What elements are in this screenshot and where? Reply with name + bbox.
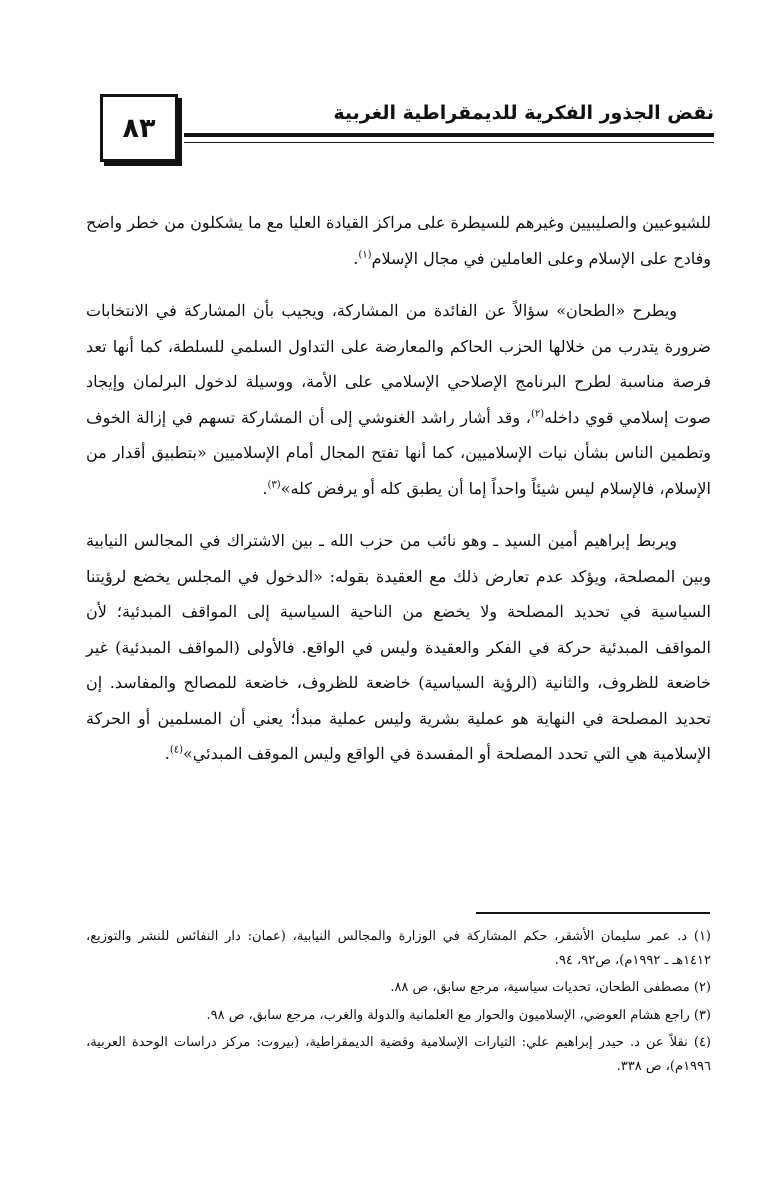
paragraph-3-text: ويربط إبراهيم أمين السيد ـ وهو نائب من حزب الله ـ بين الاشتراك في المجالس النيابية وبين المصلحة، ويؤكد عدم تعارض ذلك مع العقيدة بقوله: «الدخول في المجلس يخضع لرؤيتنا السياسية في تحديد المصلحة ولا يخضع من الناحية السياسية إلى المواقف المبدئية؛ لأن المواقف المبدئية حركة في الفكر والعقيدة وليس في الواقع. فالأولى (المواقف المبدئية) غير خاضعة للظروف، والثانية (الرؤية السياسية) خاضعة للظروف، خاضعة للمصالح والمفاسد. إن تحديد المصلحة في النهاية هو عملية بشرية وليس عملية مبدأ؛ يعني أن المسلمين أو الحركة الإسلامية هي التي تحدد المصلحة أو المفسدة في الواقع وليس الموقف المبدئي»: [86, 531, 711, 763]
footnote-ref-4: (٤): [169, 744, 184, 756]
paragraph-1-end: .: [353, 248, 359, 268]
paragraph-2-end: .: [262, 478, 268, 498]
paragraph-1: [86, 205, 711, 276]
footnote-2: (٢) مصطفى الطحان، تحديات سياسية، مرجع سابق، ص ٨٨.: [390, 980, 711, 995]
footnote-separator: [476, 912, 710, 914]
paragraph-2: [86, 293, 711, 506]
running-title: نقض الجذور الفكرية للديمقراطية الغربية: [333, 102, 714, 124]
paragraph-3: [86, 523, 711, 772]
header-rule-thin: [184, 142, 714, 143]
footnote-4: (٤) نقلاً عن د. حيدر إبراهيم علي: التيارات الإسلامية وقضية الديمقراطية، (بيروت: مركز دراسات الوحدة العربية، ١٩٩٦م)، ص ٣٣٨.: [86, 1035, 711, 1074]
footnote-3: (٣) راجع هشام العوضي، الإسلاميون والحوار مع العلمانية والدولة والغرب، مرجع سابق، ص ٩٨.: [206, 1007, 711, 1023]
footnotes: [86, 925, 711, 1082]
page-number-box: [100, 94, 178, 162]
footnote-ref-1: (١): [358, 249, 372, 261]
header-rule-thick: [184, 133, 714, 137]
paragraph-2-cont: ، وقد أشار راشد الغنوشي إلى أن المشاركة تسهم في إزالة الخوف وتطمين الناس بشأن نيات الإسلاميين، كما أنها تفتح المجال أمام الإسلاميين «بتطبيق أقدار من الإسلام، فالإسلام ليس شيئاً واحداً إما أن يطبق كله أو يرفض كله»: [86, 407, 711, 498]
footnote-1: (١) د. عمر سليمان الأشقر، حكم المشاركة في الوزارة والمجالس النيابية، (عمان: دار النفائس للنشر والتوزيع، ١٤١٢هـ ـ ١٩٩٢م)، ص٩٢، ٩٤.: [86, 929, 711, 968]
paragraph-1-text: للشيوعيين والصليبيين وغيرهم للسيطرة على مراكز القيادة العليا مع ما يشكلون من خطر واضح وفادح على الإسلام وعلى العاملين في مجال الإسلام: [86, 213, 711, 268]
page-header: [100, 84, 714, 184]
paragraph-3-end: .: [164, 744, 170, 763]
main-text: [86, 205, 711, 772]
page-number: ٨٣: [122, 112, 156, 144]
paragraph-2-text: ويطرح «الطحان» سؤالاً عن الفائدة من المشاركة، ويجيب بأن المشاركة في الانتخابات ضرورة يتدرب من خلالها الحزب الحاكم والمعارضة على التداول السلمي للسلطة، كما أنها تعد فرصة مناسبة لطرح البرنامج الإصلاحي الإسلامي على الأمة، ووسيلة لدخول البرلمان وإيجاد صوت إسلامي قوي داخله: [86, 301, 712, 427]
footnote-ref-2: (٢): [530, 408, 545, 420]
footnote-ref-3: (٣): [267, 479, 281, 491]
